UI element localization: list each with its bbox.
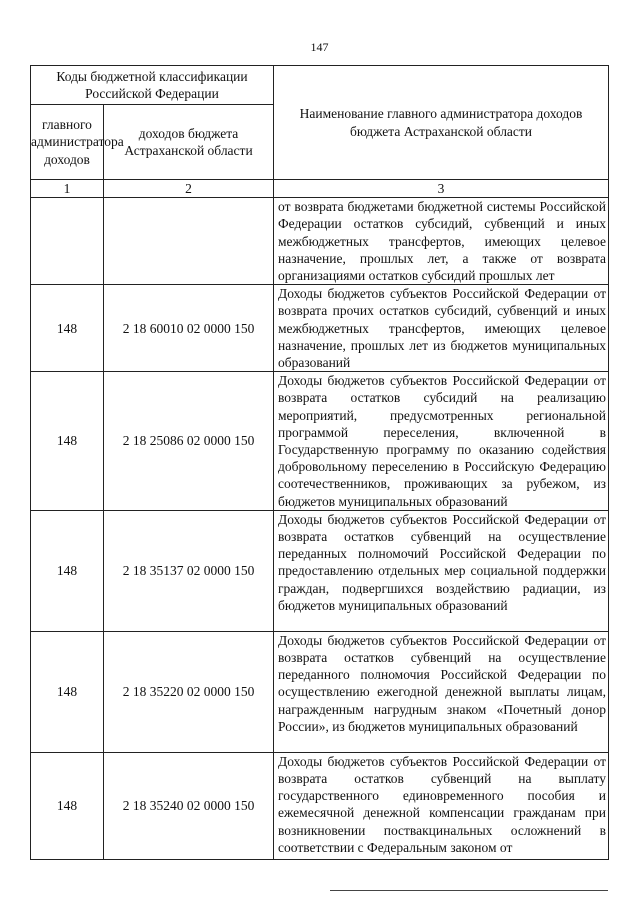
table-row [31, 752, 609, 859]
budget-classification-table [30, 65, 609, 860]
revenue-code-cell: 2 18 25086 02 0000 150 [104, 372, 274, 511]
column-number-2: 2 [104, 180, 274, 198]
revenue-code-header: доходов бюджета Астраханской области [104, 105, 274, 180]
column-numbers-row [31, 180, 609, 198]
revenue-name-cell: от возврата бюджетами бюджетной системы Российской Федерации остатков субсидий, субвенций и иных межбюджетных трансфертов, имеющих целевое назначение, прошлых лет, а также от возврата организациями остатков субсидий прошлых лет [274, 198, 609, 285]
revenue-name-cell: Доходы бюджетов субъектов Российской Федерации от возврата остатков субвенций на осуществление переданного полномочия Российской Федерации по осуществлению ежегодной денежной выплаты лицам, награжденным нагрудным знаком «Почетный донор России», из бюджетов муниципальных образований [274, 631, 609, 752]
revenue-code-cell [104, 198, 274, 285]
table-row [31, 372, 609, 511]
footer-rule [330, 890, 608, 891]
admin-code-cell: 148 [31, 285, 104, 372]
revenue-code-cell: 2 18 35220 02 0000 150 [104, 631, 274, 752]
admin-code-cell: 148 [31, 752, 104, 859]
revenue-name-cell: Доходы бюджетов субъектов Российской Федерации от возврата остатков субвенций на выплату государственного единовременного пособия и ежемесячной денежной компенсации гражданам при возникновении поствакцинальных осложнений в соответствии с Федеральным законом от [274, 752, 609, 859]
admin-code-cell: 148 [31, 372, 104, 511]
revenue-code-cell: 2 18 35137 02 0000 150 [104, 510, 274, 631]
page-number: 147 [310, 40, 329, 54]
admin-code-cell [31, 198, 104, 285]
table-row [31, 198, 609, 285]
revenue-name-cell: Доходы бюджетов субъектов Российской Федерации от возврата прочих остатков субсидий, субвенций и иных межбюджетных трансфертов, имеющих целевое назначение, прошлых лет из бюджетов муниципальных образований [274, 285, 609, 372]
table-row [31, 285, 609, 372]
codes-group-header: Коды бюджетной классификации Российской Федерации [31, 66, 274, 105]
table-row [31, 631, 609, 752]
admin-code-cell: 148 [31, 631, 104, 752]
revenue-code-cell: 2 18 35240 02 0000 150 [104, 752, 274, 859]
table-row [31, 510, 609, 631]
revenue-name-cell: Доходы бюджетов субъектов Российской Федерации от возврата остатков субвенций на осуществление переданных полномочий Российской Федерации по предоставлению отдельных мер социальной поддержки граждан, подвергшихся воздействию радиации, из бюджетов муниципальных образований [274, 510, 609, 631]
admin-code-cell: 148 [31, 510, 104, 631]
name-column-header: Наименование главного администратора доходов бюджета Астраханской области [274, 66, 609, 180]
revenue-code-cell: 2 18 60010 02 0000 150 [104, 285, 274, 372]
column-number-1: 1 [31, 180, 104, 198]
header-row-top [31, 66, 609, 105]
admin-code-header: главного администратора доходов [31, 105, 104, 180]
revenue-name-cell: Доходы бюджетов субъектов Российской Федерации от возврата остатков субсидий на реализацию мероприятий, предусмотренных региональной программой переселения, включенной в Государственную программу по оказанию содействия добровольному переселению в Российскую Федерацию соотечественников, проживающих за рубежом, из бюджетов муниципальных образований [274, 372, 609, 511]
column-number-3: 3 [274, 180, 609, 198]
